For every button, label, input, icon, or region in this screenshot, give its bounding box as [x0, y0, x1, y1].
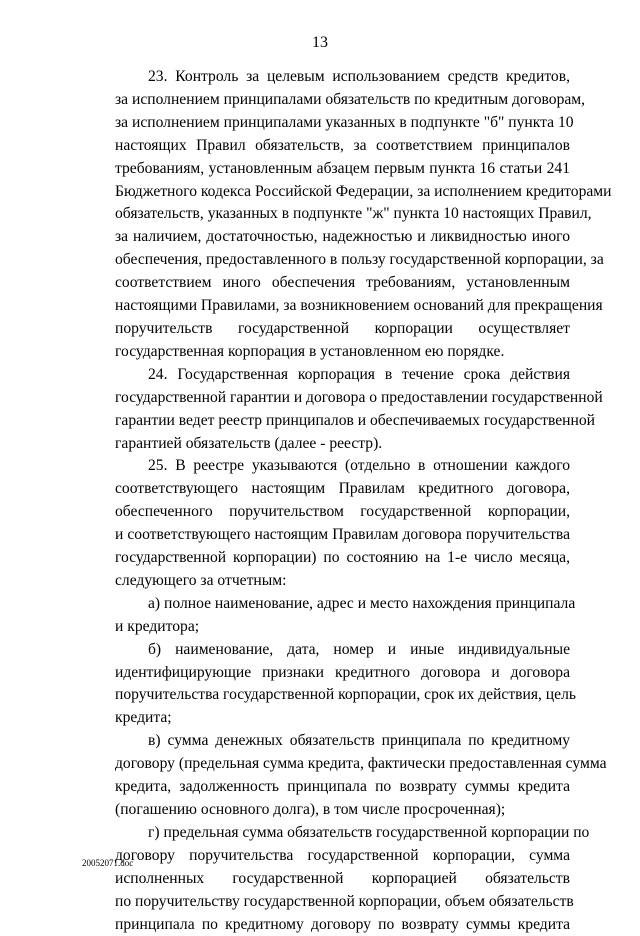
- text-line: в) сумма денежных обязательств принципала по кредитному: [148, 732, 570, 750]
- text-line: б) наименование, дата, номер и иные индивидуальные: [148, 640, 570, 658]
- text-line: кредита;: [115, 709, 172, 727]
- text-line: 23. Контроль за целевым использованием средств кредитов,: [148, 68, 570, 85]
- text-line: соответствием иного обеспечения требованиям, установленным: [115, 274, 570, 292]
- text-line: 25. В реестре указываются (отдельно в отношении каждого: [148, 457, 570, 475]
- text-line: договору поручительства государственной корпорации, сумма: [115, 846, 570, 864]
- text-line: государственной корпорации) по состоянию на 1-е число месяца,: [115, 549, 570, 567]
- text-line: 24. Государственная корпорация в течение срока действия: [148, 365, 570, 383]
- text-line: исполненных государственной корпорацией обязательств: [115, 869, 570, 887]
- footer-filename: 20052071.doc: [82, 858, 134, 868]
- text-line: поручительств государственной корпорации осуществляет: [115, 319, 570, 337]
- text-line: требованиям, установленным абзацем первым пункта 16 статьи 241: [115, 159, 570, 177]
- text-line: а) полное наименование, адрес и место нахождения принципала: [148, 594, 576, 612]
- text-line: гарантии ведет реестр принципалов и обеспечиваемых государственной: [115, 411, 595, 429]
- text-line: по поручительству государственной корпорации, объем обязательств: [115, 892, 574, 910]
- text-line: поручительства государственной корпорации, срок их действия, цель: [115, 686, 576, 704]
- text-line: за исполнением принципалами обязательств по кредитным договорам,: [115, 90, 586, 108]
- text-line: (погашению основного долга), в том числе просроченная);: [115, 801, 506, 818]
- paragraph-p25v: [82, 730, 607, 822]
- text-line: обеспеченного поручительством государственной корпорации,: [115, 503, 570, 521]
- text-line: г) предельная сумма обязательств государственной корпорации по: [148, 823, 590, 841]
- text-line: государственная корпорация в установленном ею порядке.: [115, 342, 505, 360]
- text-line: настоящими Правилами, за возникновением оснований для прекращения: [115, 297, 603, 315]
- paragraph-p25b: [82, 639, 576, 731]
- text-line: следующего за отчетным:: [115, 571, 287, 589]
- text-line: соответствующего настоящим Правилам кредитного договора,: [115, 480, 570, 498]
- text-line: и соответствующего настоящим Правилам договора поручительства: [115, 526, 570, 544]
- text-line: настоящих Правил обязательств, за соответствием принципалов: [115, 136, 570, 154]
- page-number: 13: [312, 34, 328, 51]
- text-line: за исполнением принципалами указанных в подпункте "б" пункта 10: [115, 113, 574, 131]
- document-body: [82, 66, 612, 936]
- paragraph-p25a: [82, 593, 576, 639]
- text-line: договору (предельная сумма кредита, фактически предоставленная сумма: [115, 755, 607, 773]
- paragraph-p24: [82, 364, 603, 456]
- paragraph-p23: [82, 66, 612, 364]
- text-line: и кредитора;: [115, 617, 200, 635]
- text-line: государственной гарантии и договора о предоставлении государственной: [115, 388, 603, 406]
- text-line: принципала по кредитному договору по возврату суммы кредита: [115, 915, 570, 933]
- text-line: обеспечения, предоставленного в пользу государственной корпорации, за: [115, 251, 604, 269]
- text-line: гарантией обязательств (далее - реестр).: [115, 434, 383, 452]
- text-line: обязательств, указанных в подпункте "ж" пункта 10 настоящих Правил,: [115, 205, 592, 223]
- text-line: за наличием, достаточностью, надежностью и ликвидностью иного: [115, 228, 570, 246]
- paragraph-p25: [82, 455, 570, 592]
- text-line: идентифицирующие признаки кредитного договора и договора: [115, 663, 570, 681]
- text-line: Бюджетного кодекса Российской Федерации, за исполнением кредиторами: [115, 182, 612, 200]
- text-line: кредита, задолженность принципала по возврату суммы кредита: [115, 778, 570, 796]
- paragraph-p25g: [82, 822, 590, 936]
